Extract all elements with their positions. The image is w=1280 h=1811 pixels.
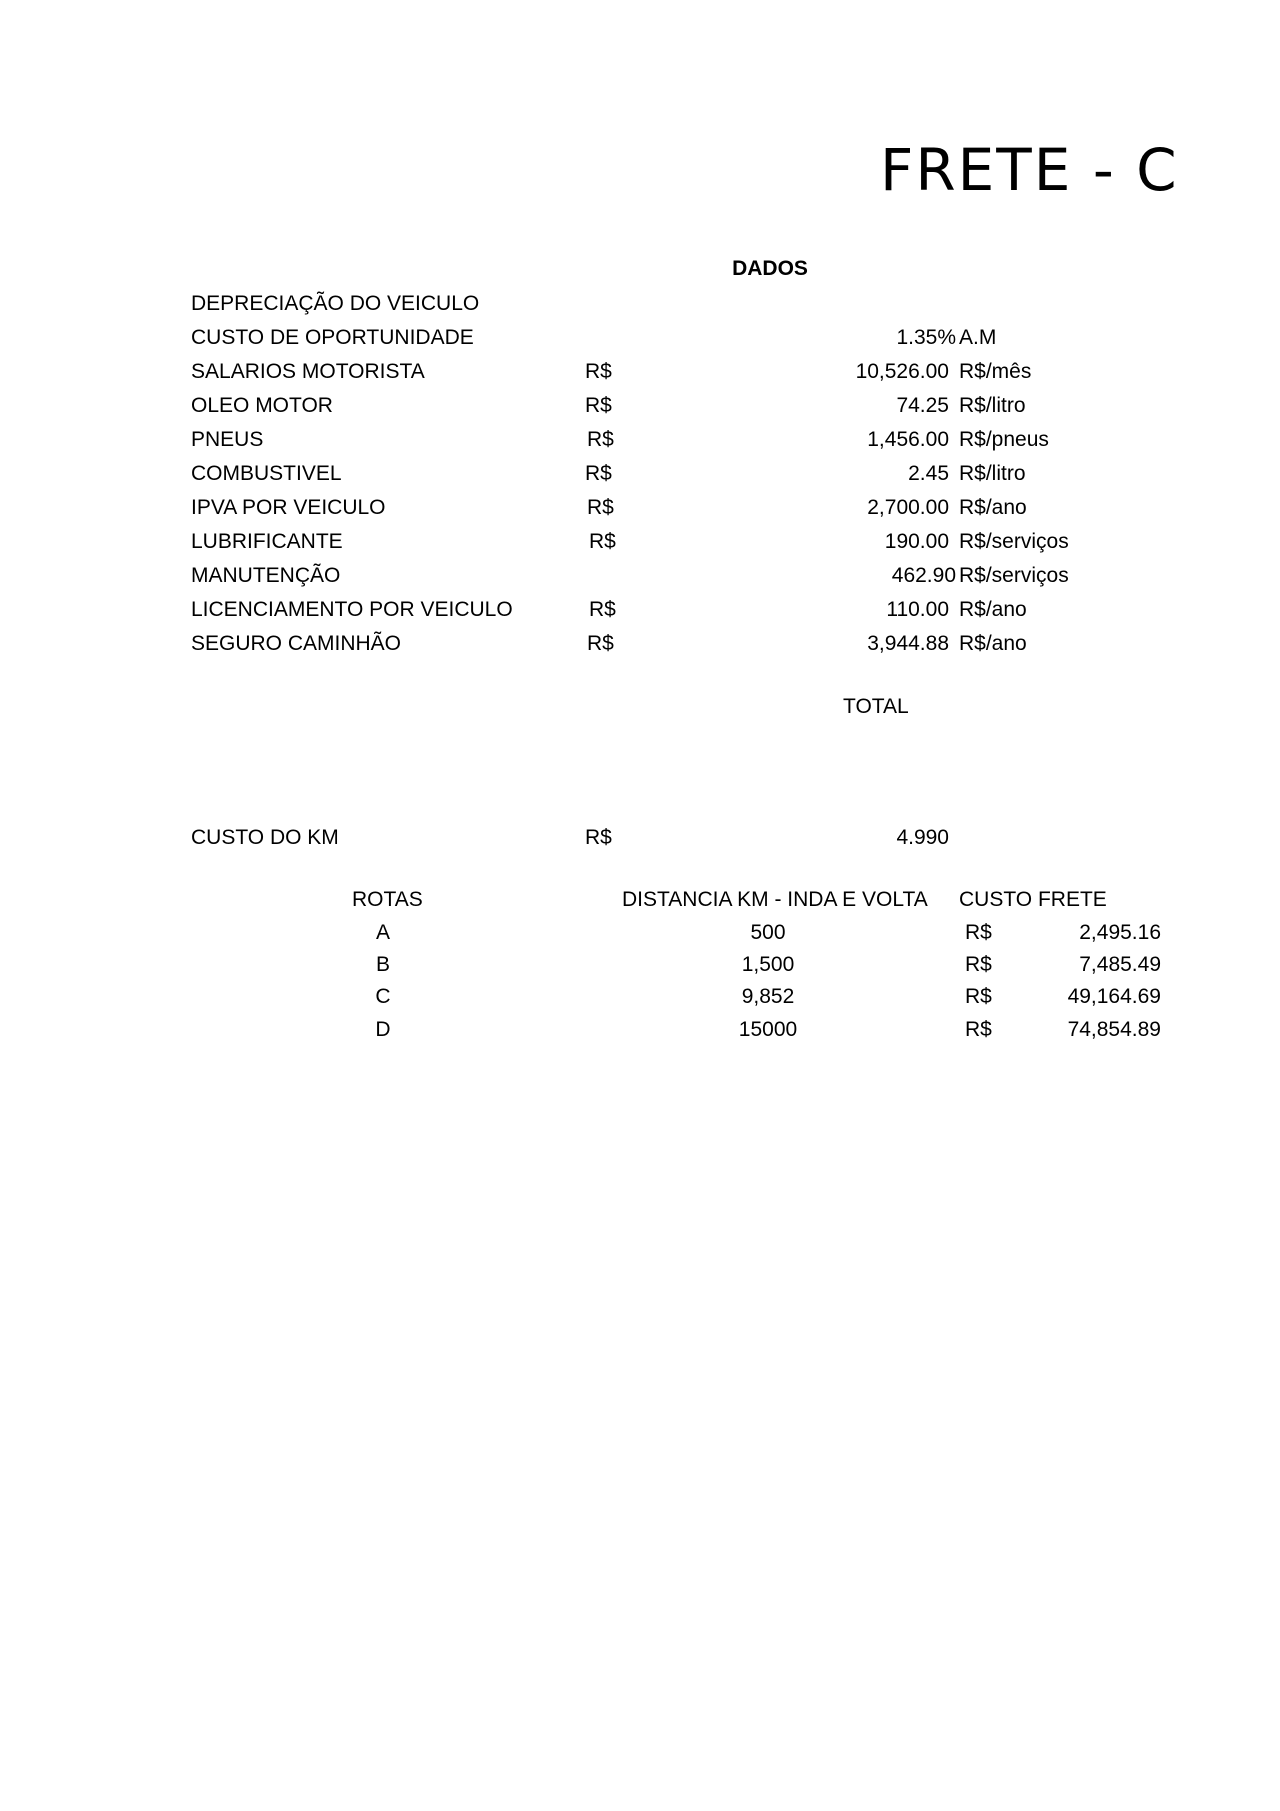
row-value: 1,456.00	[867, 428, 949, 451]
route-name: B	[375, 953, 390, 976]
route-currency: R$	[965, 985, 992, 1008]
row-value: 462.90	[891, 564, 956, 587]
row-label: SALARIOS MOTORISTA	[191, 360, 425, 383]
route-name: D	[375, 1018, 391, 1041]
route-currency: R$	[965, 1018, 992, 1041]
row-value: 1.35%	[896, 326, 956, 349]
routes-header-distancia: DISTANCIA KM - INDA E VOLTA	[622, 888, 928, 911]
routes-header-rota: ROTAS	[352, 888, 423, 911]
row-unit: A.M	[959, 326, 997, 349]
row-label: DEPRECIAÇÃO DO VEICULO	[191, 292, 480, 315]
page-title: FRETE - C	[880, 136, 1179, 204]
routes-header-custo: CUSTO FRETE	[959, 888, 1107, 911]
route-distance: 1,500	[741, 953, 795, 976]
route-distance: 9,852	[741, 985, 795, 1008]
custo-km-currency: R$	[585, 826, 612, 849]
row-value: 3,944.88	[867, 632, 949, 655]
row-unit: R$/pneus	[959, 428, 1049, 451]
row-unit: R$/litro	[959, 394, 1026, 417]
row-unit: R$/ano	[959, 598, 1027, 621]
custo-km-label: CUSTO DO KM	[191, 826, 339, 849]
row-label: COMBUSTIVEL	[191, 462, 342, 485]
row-unit: R$/mês	[959, 360, 1032, 383]
route-name: A	[375, 921, 390, 944]
route-cost: 2,495.16	[1079, 921, 1161, 944]
row-unit: R$/ano	[959, 632, 1027, 655]
row-currency: R$	[587, 632, 614, 655]
row-value: 2.45	[908, 462, 949, 485]
total-label: TOTAL	[843, 695, 909, 718]
row-value: 10,526.00	[855, 360, 949, 383]
custo-km-value: 4.990	[896, 826, 949, 849]
row-label: LICENCIAMENTO POR VEICULO	[191, 598, 513, 621]
row-unit: R$/serviços	[959, 530, 1069, 553]
route-currency: R$	[965, 953, 992, 976]
row-label: OLEO MOTOR	[191, 394, 333, 417]
row-label: CUSTO DE OPORTUNIDADE	[191, 326, 474, 349]
row-currency: R$	[589, 530, 616, 553]
row-currency: R$	[585, 462, 612, 485]
row-value: 110.00	[886, 598, 949, 621]
route-distance: 15000	[738, 1018, 798, 1041]
row-currency: R$	[585, 360, 612, 383]
row-value: 74.25	[896, 394, 949, 417]
route-cost: 49,164.69	[1067, 985, 1161, 1008]
route-cost: 7,485.49	[1079, 953, 1161, 976]
dados-heading: DADOS	[732, 257, 808, 280]
row-label: LUBRIFICANTE	[191, 530, 343, 553]
row-value: 2,700.00	[867, 496, 949, 519]
row-currency: R$	[587, 428, 614, 451]
route-currency: R$	[965, 921, 992, 944]
route-cost: 74,854.89	[1067, 1018, 1161, 1041]
row-currency: R$	[587, 496, 614, 519]
row-unit: R$/litro	[959, 462, 1026, 485]
row-label: MANUTENÇÃO	[191, 564, 341, 587]
row-unit: R$/serviços	[959, 564, 1069, 587]
row-label: PNEUS	[191, 428, 264, 451]
route-name: C	[375, 985, 391, 1008]
row-unit: R$/ano	[959, 496, 1027, 519]
row-label: IPVA POR VEICULO	[191, 496, 386, 519]
row-value: 190.00	[884, 530, 949, 553]
row-currency: R$	[585, 394, 612, 417]
row-label: SEGURO CAMINHÃO	[191, 632, 402, 655]
route-distance: 500	[750, 921, 786, 944]
row-currency: R$	[589, 598, 616, 621]
